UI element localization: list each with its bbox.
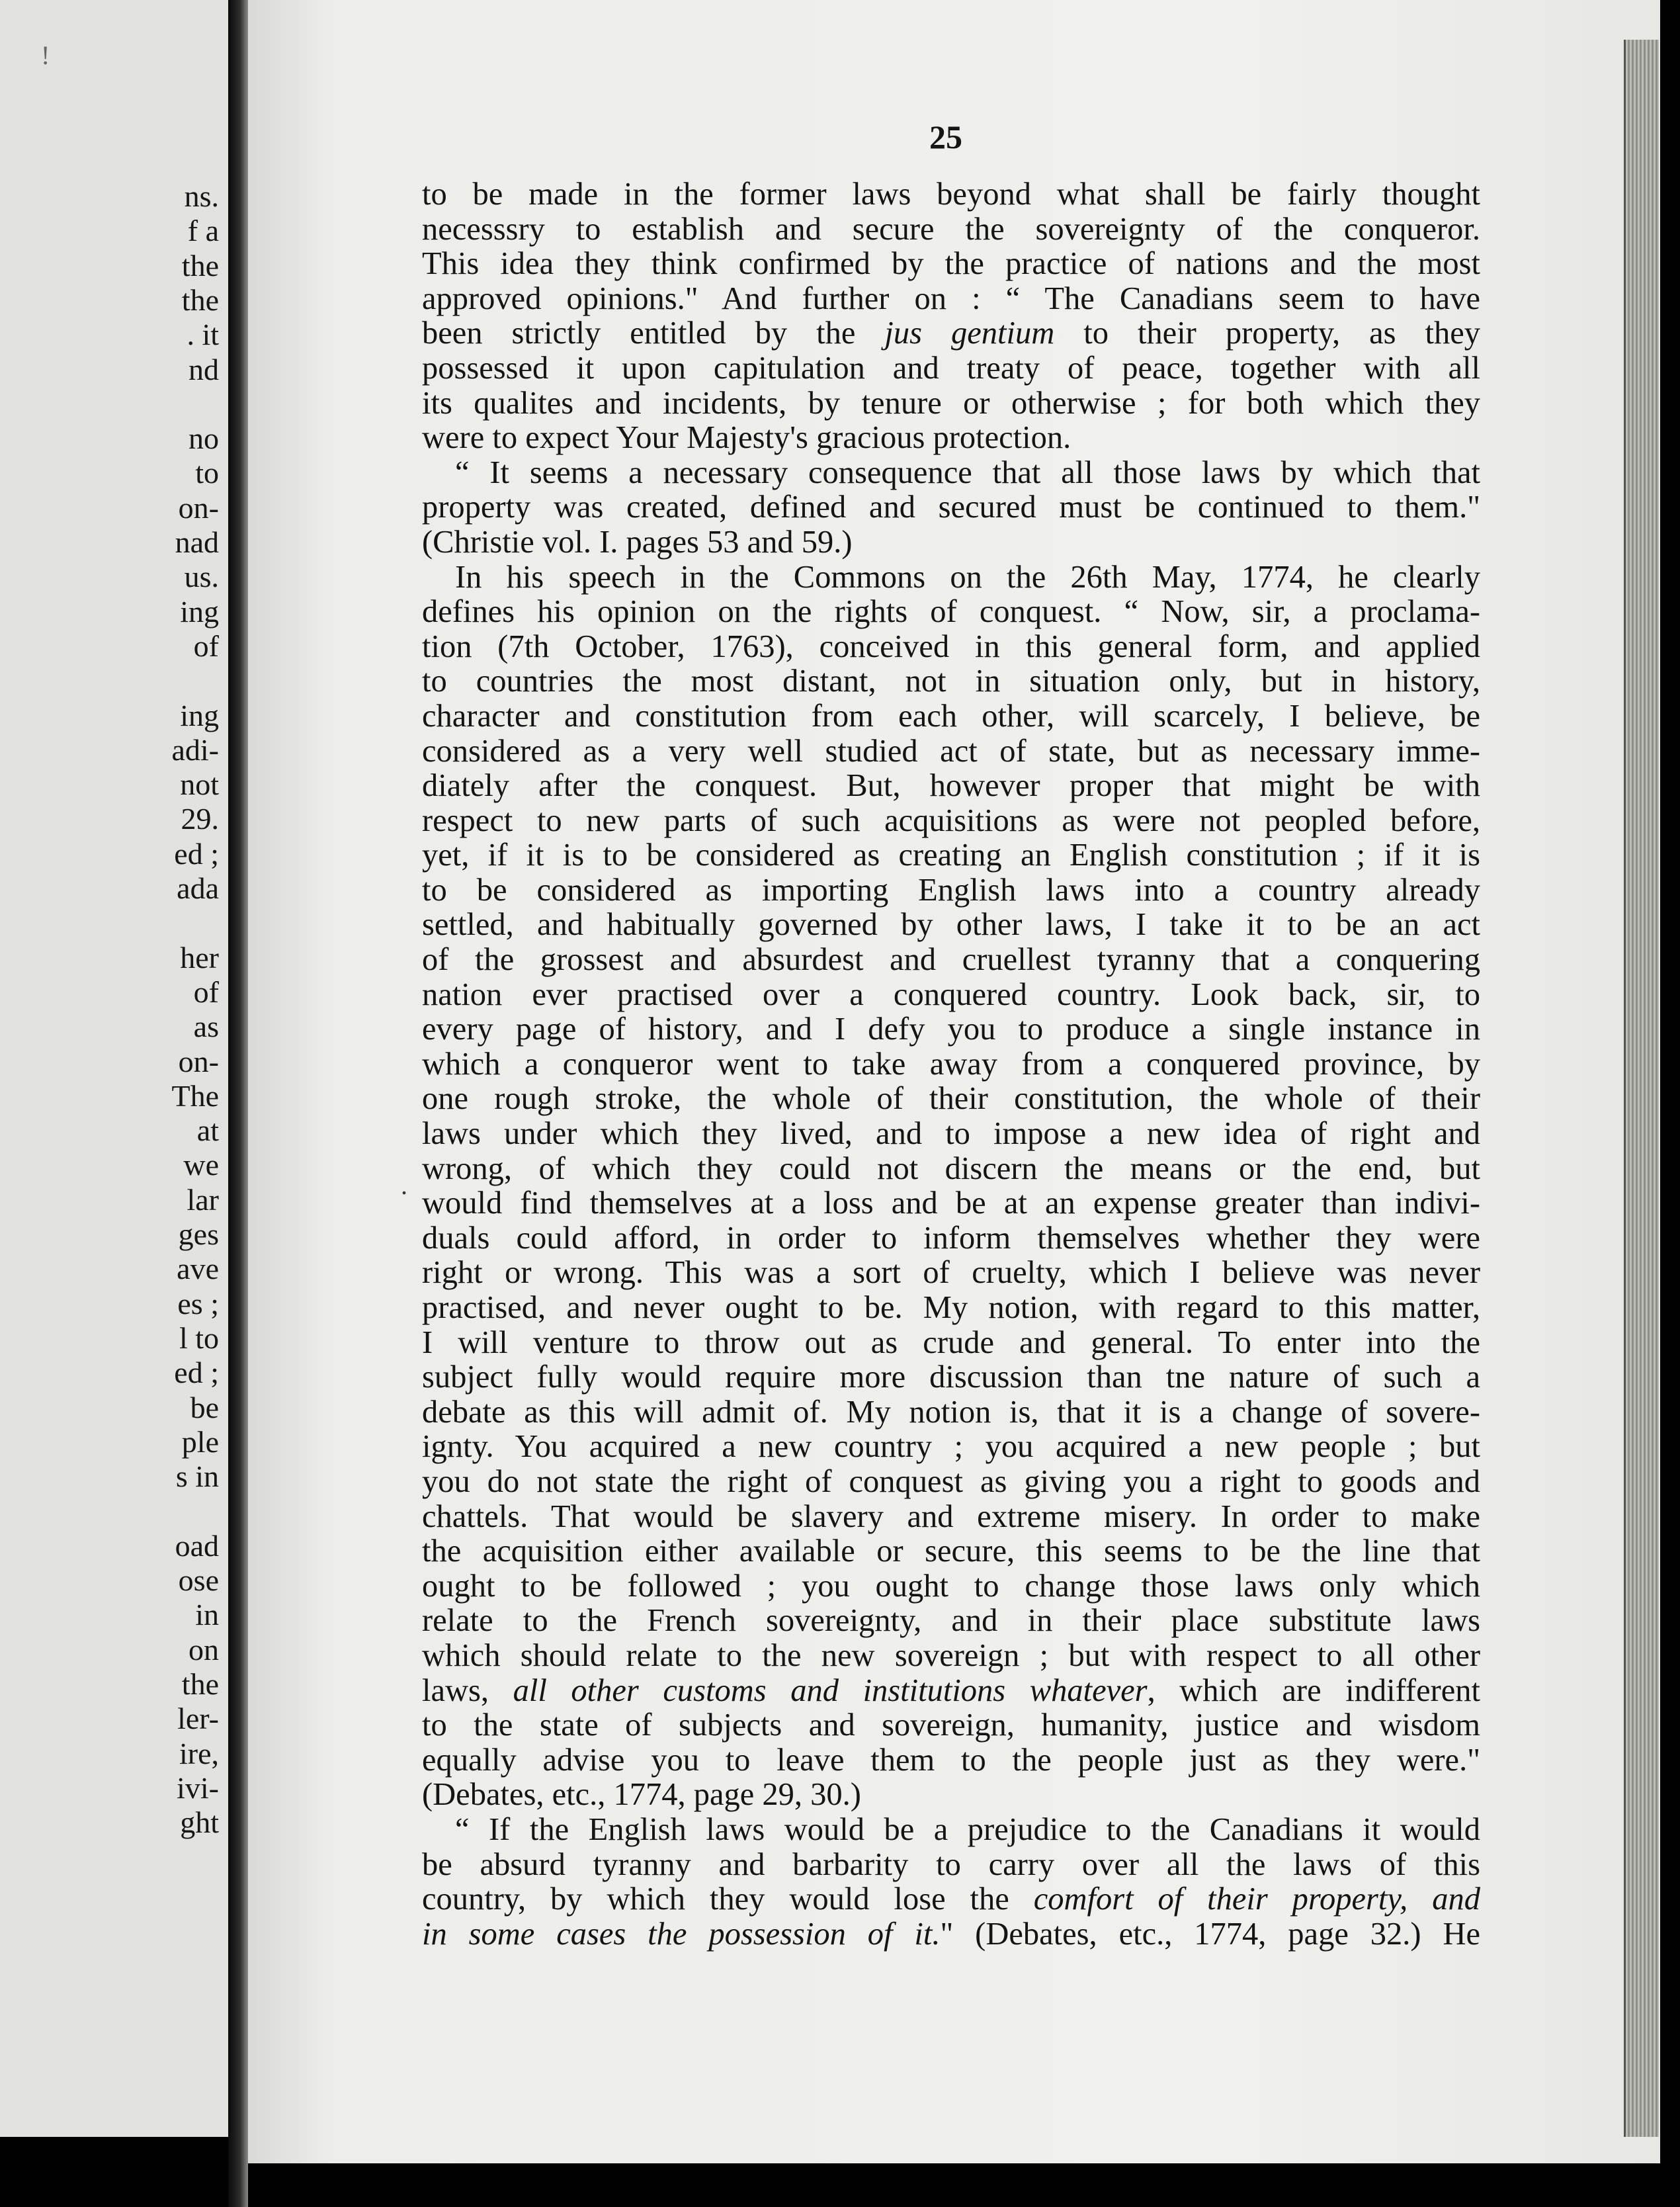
left-page-fragment: to — [195, 456, 219, 490]
text-line: (Debates, etc., 1774, page 29, 30.) — [422, 1777, 861, 1813]
left-page-fragment: be — [190, 1390, 219, 1424]
text-fragment: laws, — [422, 1672, 513, 1708]
book-gutter — [228, 0, 248, 2207]
text-fragment: country, by which they would lose the — [422, 1882, 1034, 1917]
left-page-fragment: as — [193, 1010, 219, 1044]
text-line: (Christie vol. I. pages 53 and 59.) — [422, 524, 853, 560]
text-line: to the state of subjects and sovereign, humanity, justice and wisdom — [422, 1708, 1480, 1743]
text-line: every page of history, and I defy you to produce a single instance in — [422, 1012, 1480, 1047]
text-line: approved opinions." And further on : “ The Canadians seem to have — [422, 281, 1480, 316]
text-line: equally advise you to leave them to the people just as they were." — [422, 1742, 1480, 1778]
text-line: “ If the English laws would be a prejudice to the Canadians it would — [455, 1811, 1480, 1847]
left-page-fragment: ada — [177, 871, 219, 905]
text-line: “ It seems a necessary consequence that all those laws by which that — [455, 454, 1480, 490]
text-line — [422, 1882, 1480, 1917]
text-line — [422, 316, 1480, 351]
text-line: laws under which they lived, and to impose a new idea of right and — [422, 1116, 1480, 1152]
text-line: wrong, of which they could not discern the means or the end, but — [422, 1150, 1480, 1186]
left-page-fragment: not — [180, 767, 219, 802]
text-line: practised, and never ought to be. My notion, with regard to this matter, — [422, 1290, 1480, 1325]
left-page-fragment: ns. — [184, 179, 219, 213]
text-line: one rough stroke, the whole of their constitution, the whole of their — [422, 1081, 1480, 1117]
text-line: to countries the most distant, not in situation only, but in history, — [422, 664, 1480, 699]
left-page-fragment: no — [189, 421, 219, 456]
left-page-fragment: us. — [184, 560, 219, 594]
left-page-fragment: ler- — [177, 1702, 219, 1736]
text-fragment: " (Debates, etc., 1774, page 32.) He — [940, 1916, 1480, 1952]
text-line: be absurd tyranny and barbarity to carry over all the laws of this — [422, 1846, 1480, 1882]
left-page-fragment: oad — [175, 1528, 219, 1563]
text-line: relate to the French sovereignty, and in their place substitute laws — [422, 1603, 1480, 1639]
left-page-fragment: . it — [187, 318, 219, 352]
text-line: chattels. That would be slavery and extreme misery. In order to make — [422, 1498, 1480, 1534]
left-page-fragment: her — [180, 940, 219, 974]
text-line: you do not state the right of conquest as giving you a right to goods and — [422, 1463, 1480, 1499]
left-page-fragment: ges — [178, 1217, 219, 1251]
left-page-fragment: on- — [178, 490, 219, 525]
left-page-fragment: the — [181, 1666, 219, 1701]
text-line: possessed it upon capitulation and treaty of peace, together with all — [422, 350, 1480, 386]
text-line: right or wrong. This was a sort of cruelty, which I believe was never — [422, 1255, 1480, 1291]
left-page-fragment: l to — [179, 1320, 219, 1355]
left-page-fragment: on — [189, 1632, 219, 1666]
italic-phrase: all other customs and institutions whatever — [513, 1672, 1148, 1708]
margin-mark: ! — [41, 40, 50, 70]
text-line: were to expect Your Majesty's gracious protection. — [422, 420, 1071, 456]
text-line: ignty. You acquired a new country ; you acquired a new people ; but — [422, 1429, 1480, 1465]
text-line: yet, if it is to be considered as creating an English constitution ; if it is — [422, 838, 1480, 873]
text-line: debate as this will admit of. My notion is, that it is a change of sovere- — [422, 1394, 1480, 1430]
text-line — [422, 1917, 1480, 1952]
text-line: necesssry to establish and secure the sovereignty of the conqueror. — [422, 211, 1480, 247]
left-page-fragment: ing — [180, 698, 219, 732]
left-page-fragment: ose — [178, 1563, 219, 1597]
text-line: nation ever practised over a conquered country. Look back, sir, to — [422, 976, 1480, 1012]
left-page-fragment: nd — [189, 352, 219, 386]
left-page-fragment: in — [195, 1598, 219, 1632]
left-page-fragment: ire, — [179, 1736, 219, 1770]
left-page-fragment: es ; — [177, 1286, 219, 1320]
text-line: would find themselves at a loss and be at an expense greater than indivi- — [422, 1186, 1480, 1221]
text-line: considered as a very well studied act of state, but as necessary imme- — [422, 733, 1480, 769]
left-page-fragment: at — [196, 1113, 219, 1148]
text-line: property was created, defined and secured must be continued to them." — [422, 490, 1480, 525]
text-line: diately after the conquest. But, however proper that might be with — [422, 768, 1480, 804]
left-page-fragment: ed ; — [174, 1356, 219, 1390]
text-line: to be made in the former laws beyond what shall be fairly thought — [422, 177, 1480, 212]
page-body-text — [422, 177, 1480, 1952]
text-line — [422, 1674, 1480, 1709]
left-page-fragment: 29. — [181, 802, 219, 836]
page-number: 25 — [929, 118, 962, 155]
left-page-fragment: nad — [175, 525, 219, 559]
text-line: its qualites and incidents, by tenure or otherwise ; for both which they — [422, 385, 1480, 421]
left-page-fragment: ave — [177, 1252, 219, 1286]
text-line: of the grossest and absurdest and cruellest tyranny that a conquering — [422, 942, 1480, 978]
text-fragment: , which are indifferent — [1147, 1672, 1480, 1708]
text-fragment: to their property, as they — [1054, 316, 1480, 351]
left-page-fragment: ple — [181, 1424, 219, 1459]
left-page-fragment: adi- — [171, 732, 219, 767]
left-page-fragment: f a — [187, 214, 219, 248]
text-line: subject fully would require more discussion than tne nature of such a — [422, 1360, 1480, 1395]
italic-phrase: jus gentium — [884, 316, 1055, 351]
left-page-fragment: ed ; — [174, 836, 219, 871]
text-line: the acquisition either available or secure, this seems to be the line that — [422, 1534, 1480, 1569]
text-line: respect to new parts of such acquisitions as were not peopled before, — [422, 802, 1480, 838]
stray-mark: . — [401, 1170, 407, 1200]
text-line: settled, and habitually governed by other laws, I take it to be an act — [422, 907, 1480, 943]
text-line: In his speech in the Commons on the 26th May, 1774, he clearly — [455, 559, 1480, 595]
text-line: ought to be followed ; you ought to change those laws only which — [422, 1568, 1480, 1604]
left-page-fragment: ivi- — [177, 1770, 219, 1805]
text-line: character and constitution from each other, will scarcely, I believe, be — [422, 698, 1480, 734]
text-line: which should relate to the new sovereign ; but with respect to all other — [422, 1637, 1480, 1673]
left-page-fragment: of — [193, 974, 219, 1009]
left-page-fragment: we — [183, 1148, 219, 1182]
left-page-fragment: ght — [180, 1805, 219, 1840]
text-line: duals could afford, in order to inform themselves whether they were — [422, 1220, 1480, 1256]
left-page-fragment: s in — [175, 1459, 219, 1494]
text-line: defines his opinion on the rights of conquest. “ Now, sir, a proclama- — [422, 594, 1480, 630]
left-page-fragment: of — [193, 628, 219, 663]
left-page-fragment: ing — [180, 594, 219, 628]
text-line: to be considered as importing English laws into a country already — [422, 872, 1480, 908]
text-line: which a conqueror went to take away from a conquered province, by — [422, 1046, 1480, 1082]
italic-phrase: comfort of their property, and — [1033, 1882, 1480, 1917]
left-facing-page — [0, 0, 232, 2137]
left-page-fragment: the — [181, 282, 219, 317]
left-page-fragment: the — [181, 248, 219, 282]
text-fragment: been strictly entitled by the — [422, 316, 885, 351]
italic-phrase: in some cases the possession of it. — [422, 1916, 941, 1952]
text-line: tion (7th October, 1763), conceived in this general form, and applied — [422, 628, 1480, 664]
text-line: I will venture to throw out as crude and general. To enter into the — [422, 1324, 1480, 1360]
left-page-fragment: lar — [187, 1182, 219, 1217]
left-page-fragment: The — [171, 1078, 219, 1113]
left-page-fragment: on- — [178, 1044, 219, 1078]
page-edges — [1624, 40, 1659, 2137]
text-line: This idea they think confirmed by the practice of nations and the most — [422, 246, 1480, 282]
